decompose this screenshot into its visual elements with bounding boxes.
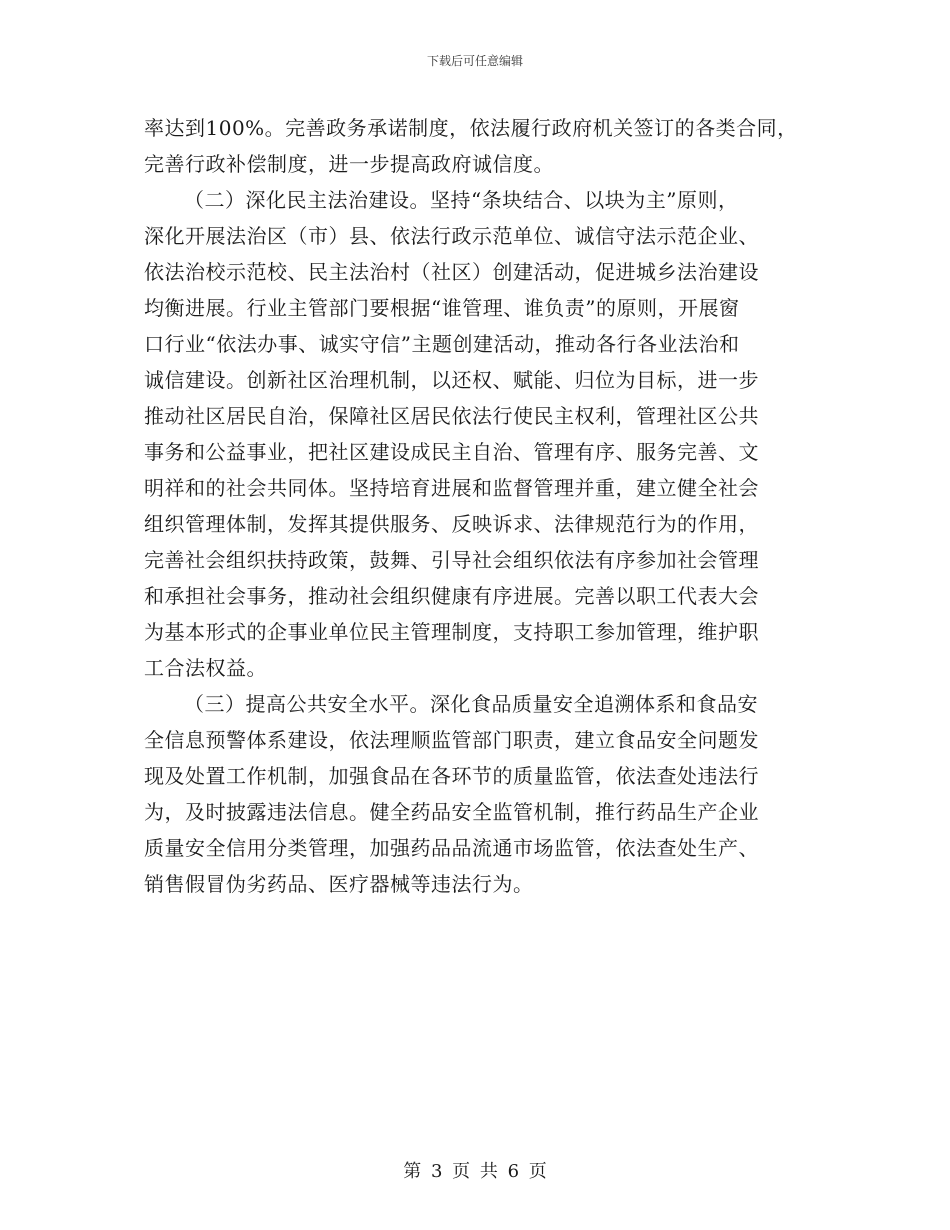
paragraph-line: 为，及时披露违法信息。健全药品安全监管机制，推行药品生产企业 <box>144 800 759 824</box>
paragraph-line: 口行业“依法办事、诚实守信”主题创建活动，推动各行各业法治和 <box>144 332 740 356</box>
paragraph <box>144 182 824 686</box>
paragraph-line: 全信息预警体系建设，依法理顺监管部门职责，建立食品安全问题发 <box>144 728 759 752</box>
paragraph-line: 依法治校示范校、民主法治村（社区）创建活动，促进城乡法治建设 <box>144 260 759 284</box>
page-header: 下载后可任意编辑 <box>426 54 523 68</box>
paragraph-line: 明祥和的社会共同体。坚持培育进展和监督管理并重，建立健全社会 <box>144 476 759 500</box>
document-body <box>144 110 824 902</box>
paragraph-line: 推动社区居民自治，保障社区居民依法行使民主权利，管理社区公共 <box>144 404 759 428</box>
paragraph-line: 事务和公益事业，把社区建设成民主自治、管理有序、服务完善、文 <box>144 440 759 464</box>
paragraph <box>144 686 824 902</box>
paragraph-line: 率达到100%。完善政务承诺制度，依法履行政府机关签订的各类合同， <box>144 116 798 140</box>
paragraph-line: 现及处置工作机制，加强食品在各环节的质量监管，依法查处违法行 <box>144 764 759 788</box>
paragraph-line: （二）深化民主法治建设。坚持“条块结合、以块为主”原则， <box>184 188 739 212</box>
paragraph-line: 工合法权益。 <box>144 656 267 680</box>
paragraph <box>144 110 824 182</box>
paragraph-line: 销售假冒伪劣药品、医疗器械等违法行为。 <box>144 872 534 896</box>
paragraph-line: 组织管理体制，发挥其提供服务、反映诉求、法律规范行为的作用， <box>144 512 759 536</box>
paragraph-line: 诚信建设。创新社区治理机制，以还权、赋能、归位为目标，进一步 <box>144 368 759 392</box>
page-footer: 第 3 页 共 6 页 <box>403 1161 547 1182</box>
paragraph-line: 质量安全信用分类管理，加强药品品流通市场监管，依法查处生产、 <box>144 836 759 860</box>
paragraph-line: 完善行政补偿制度，进一步提高政府诚信度。 <box>144 152 554 176</box>
paragraph-line: （三）提高公共安全水平。深化食品质量安全追溯体系和食品安 <box>184 692 758 716</box>
paragraph-line: 为基本形式的企事业单位民主管理制度，支持职工参加管理，维护职 <box>144 620 759 644</box>
paragraph-line: 完善社会组织扶持政策，鼓舞、引导社会组织依法有序参加社会管理 <box>144 548 759 572</box>
paragraph-line: 深化开展法治区（市）县、依法行政示范单位、诚信守法示范企业、 <box>144 224 759 248</box>
paragraph-line: 均衡进展。行业主管部门要根据“谁管理、谁负责”的原则，开展窗 <box>144 296 740 320</box>
paragraph-line: 和承担社会事务，推动社会组织健康有序进展。完善以职工代表大会 <box>144 584 759 608</box>
